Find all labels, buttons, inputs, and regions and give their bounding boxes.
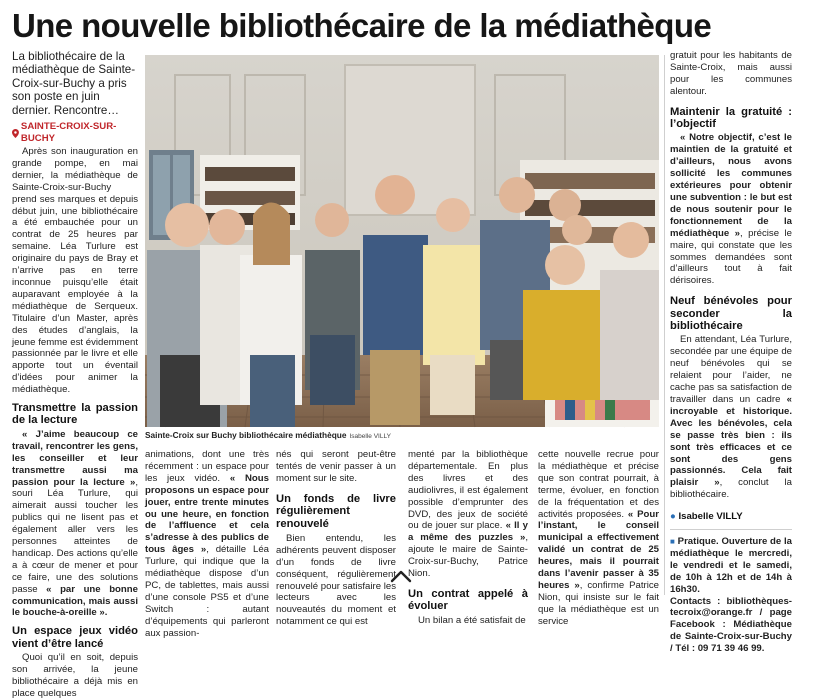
square-bullet-icon: ■ <box>670 537 675 547</box>
text-run: , détaille Léa Turlure, qui indique que la médiathèque dispose d’un PC, de tablettes, mais aussi d’une console PS5 et d’une Switch : autant d’équipements qui parleront aux passion- <box>145 544 269 639</box>
location-tag <box>12 121 138 145</box>
text-run: animations, dont une très récemment : un espace pour les jeux vidéo. <box>145 449 269 484</box>
chevron-up-icon[interactable] <box>389 568 413 584</box>
info-contacts: Contacts : bibliothèques-tecroix@orange.fr / page Facebook : Médiathèque de Sainte-Croix-sur-Buchy / Tél : 09 71 39 46 99. <box>670 595 792 655</box>
author-name: Isabelle VILLY <box>678 511 743 523</box>
subheading: Un fonds de livre régulièrement renouvelé <box>276 492 396 530</box>
text-run: , souri Léa Turlure, qui aimerait aussi toucher les publics qui ne lisent pas et également aller vers les personnes atteintes de handicap. Des actions qu’elle a à cœur de mener et pour ce faire, une des solutions passe <box>12 476 138 595</box>
column-6 <box>670 50 792 655</box>
text-run: , précise le maire, qui constate que les sommes demandées sont d’ailleurs tout à fait dérisoires. <box>670 227 792 287</box>
quote: « J’aime beaucoup ce travail, rencontrer les gens, les conseiller et leur transmettre aussi ma passion pour la lecture » <box>12 428 138 488</box>
article-headline: Une nouvelle bibliothécaire de la médiathèque <box>12 7 712 44</box>
paragraph <box>12 429 138 620</box>
paragraph: nés qui seront peut-être tentés de venir passer à un moment sur le site. <box>276 449 396 484</box>
subheading: Un contrat appelé à évoluer <box>408 587 528 613</box>
practical-info <box>670 536 792 655</box>
subheading: Neuf bénévoles pour seconder la bibliothécaire <box>670 295 792 333</box>
paragraph <box>670 132 792 287</box>
location-pin-icon <box>12 129 19 138</box>
text-run: , ajoute le maire de Sainte-Croix-sur-Buchy, Patrice Nion. <box>408 532 528 580</box>
subheading: Transmettre la passion de la lecture <box>12 402 138 427</box>
paragraph: Un bilan a été satisfait de <box>418 614 526 626</box>
paragraph: gratuit pour les habitants de Sainte-Croix, mais aussi pour les communes alentour. <box>670 50 792 97</box>
quote: « Nous proposons un espace pour jouer, entre trente minutes ou une heure, en fonction de l’affluence et cela s’adresse à des publics de tous âges » <box>145 472 269 556</box>
subheading: Un espace jeux vidéo vient d’être lancé <box>12 625 138 650</box>
column-3 <box>276 449 396 628</box>
column-1 <box>12 50 138 700</box>
column-divider <box>664 55 665 595</box>
text-run: menté par la bibliothèque départementale. En plus des livres et des audiolivres, il est également possible d’emprunter des DVD, des jeux de société ou de jouer sur place. <box>408 449 528 532</box>
paragraph <box>408 449 528 580</box>
text-run: , confirme Patrice Nion, qui insiste sur le fait que la médiathèque est un service <box>538 579 659 627</box>
subheading: Maintenir la gratuité : l’objectif <box>670 105 792 131</box>
paragraph <box>670 334 792 501</box>
caption-text: Sainte-Croix sur Buchy bibliothécaire médiathèque <box>145 430 347 440</box>
text-run: , conclut la bibliothécaire. <box>670 477 792 501</box>
divider <box>670 529 792 530</box>
paragraph <box>538 449 659 628</box>
group-photo-illustration <box>145 55 659 427</box>
quote: « incroyable et historique. Avec les bénévoles, cela se passe très bien : ils sont très efficaces et ce sont des gens passionnés. Cela fait plaisir » <box>670 393 792 489</box>
photo-caption <box>145 430 659 442</box>
quote: « par une bonne communication, mais aussi le bouche-à-oreille ». <box>12 583 138 619</box>
column-2 <box>145 449 269 640</box>
article-chapo: La bibliothécaire de la médiathèque de Sainte-Croix-sur-Buchy a pris son poste en juin dernier. Rencontre… <box>12 50 136 117</box>
paragraph <box>145 449 269 640</box>
author-signature <box>670 511 792 523</box>
paragraph: Quoi qu’il en soit, depuis son arrivée, la jeune bibliothécaire a déjà mis en place quelques <box>12 652 138 699</box>
quote: « Pour l’instant, le conseil municipal a effectivement validé un contrat de 25 heures, mais il pourrait dans l’avenir passer à 35 heures » <box>538 508 659 591</box>
info-hours-text: Pratique. Ouverture de la médiathèque le mercredi, le vendredi et le samedi, de 10h à 12h et de 14h à 16h30. <box>670 536 792 595</box>
article-photo <box>145 55 659 427</box>
text-run: En attendant, Léa Turlure, secondée par une équipe de neuf bénévoles qui se relaient pour l’aider, ne cache pas sa satisfaction de travailler dans un cadre <box>670 334 792 405</box>
column-5 <box>538 449 659 628</box>
text-run: cette nouvelle recrue pour la médiathèque et précise que son contrat pourrait, à terme, évoluer, en fonction de la fréquentation et des activités proposées. <box>538 449 659 520</box>
info-hours <box>670 536 792 596</box>
location-label: SAINTE-CROIX-SUR-BUCHY <box>20 121 117 145</box>
bullet-icon: ● <box>670 511 676 523</box>
paragraph: Après son inauguration en grande pompe, en mai dernier, la médiathèque de Sainte-Croix-sur-Buchy prend ses marques et depuis début juin, une bibliothécaire a été embauchée pour un contrat de 25 heures par semaine. Léa Turlure est originaire du pays de Bray et n’arrive pas en terre inconnue puisqu’elle était auparavant employée à la médiathèque de Serqueux. Titulaire d’un Master, après des études d’anglais, la jeune femme est évidemment passionnée par le livre et elle apporte tout un éventail d’idées pour animer la médiathèque. <box>12 146 138 396</box>
paragraph: Bien entendu, les adhérents peuvent disposer d’un fonds de livre conséquent, régulièrement renouvelé pour satisfaire les lecteurs avec les nouveautés du moment et notamment ce qui est <box>276 532 396 628</box>
quote: « Notre objectif, c’est le maintien de la gratuité et d’ailleurs, nous avons sollicité les communes extérieures pour obtenir une subvention : le but est de nous soutenir pour le fonctionnement de la médiathèque » <box>670 132 792 239</box>
column-4 <box>408 449 528 627</box>
photo-credit: Isabelle VILLY <box>349 433 391 440</box>
quote: « Il y a même des puzzles » <box>408 520 528 544</box>
